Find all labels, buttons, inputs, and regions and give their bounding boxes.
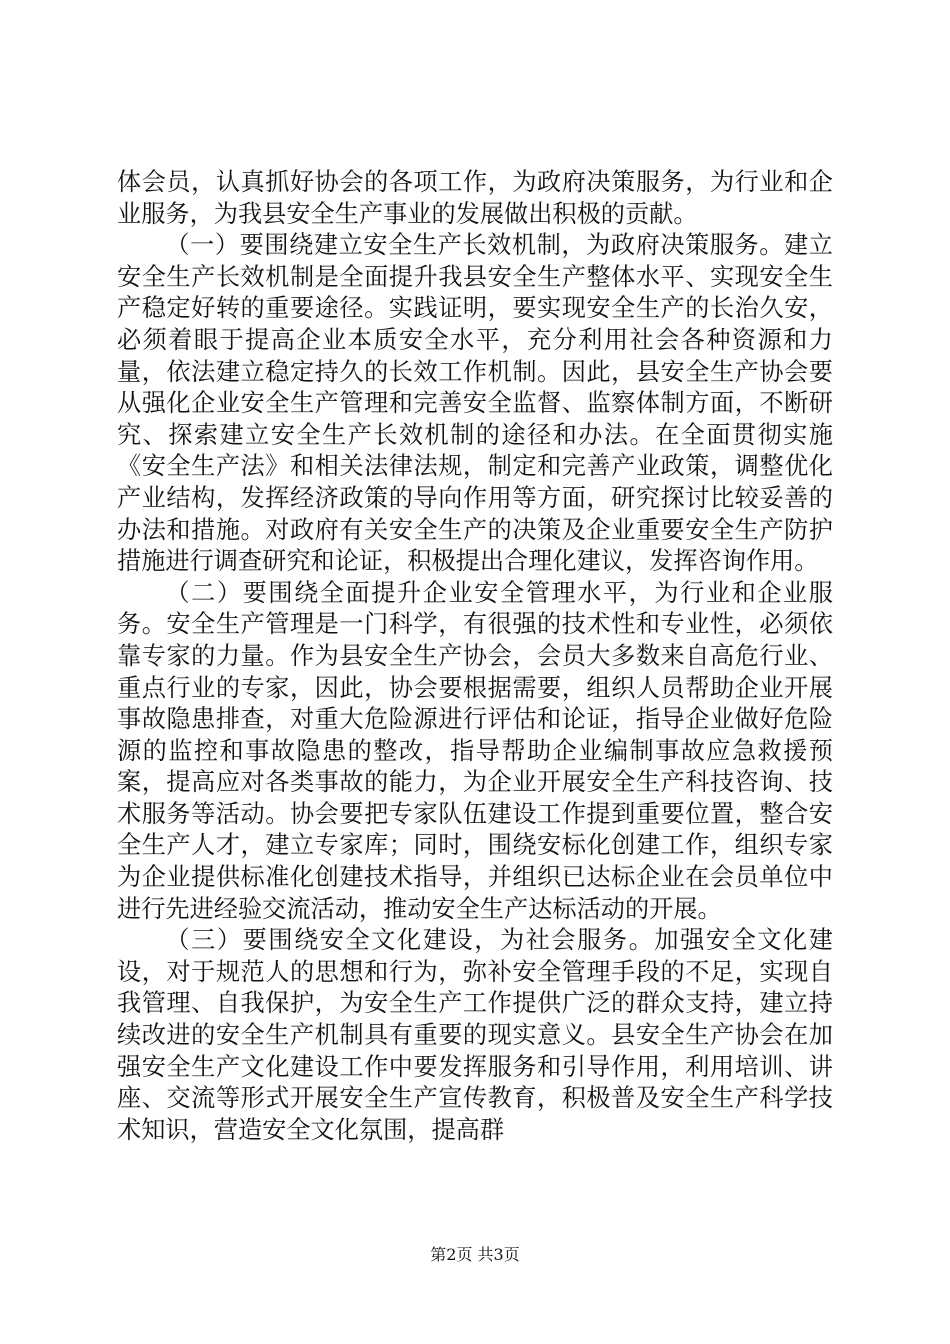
page-number-footer: 第2页 共3页 [430, 1245, 520, 1264]
document-body [117, 167, 833, 1146]
paragraph-section-1: （一）要围绕建立安全生产长效机制，为政府决策服务。建立安全生产长效机制是全面提升我县安全生产整体水平、实现安全生产稳定好转的重要途径。实践证明，要实现安全生产的长治久安，必须着眼于提高企业本质安全水平，充分利用社会各种资源和力量，依法建立稳定持久的长效工作机制。因此，县安全生产协会要从强化企业安全生产管理和完善安全监督、监察体制方面，不断研究、探索建立安全生产长效机制的途径和办法。在全面贯彻实施《安全生产法》和相关法律法规，制定和完善产业政策，调整优化产业结构，发挥经济政策的导向作用等方面，研究探讨比较妥善的办法和措施。对政府有关安全生产的决策及企业重要安全生产防护措施进行调查研究和论证，积极提出合理化建议，发挥咨询作用。 [117, 231, 833, 576]
paragraph-section-3: （三）要围绕安全文化建设，为社会服务。加强安全文化建设，对于规范人的思想和行为，弥补安全管理手段的不足，实现自我管理、自我保护，为安全生产工作提供广泛的群众支持，建立持续改进的安全生产机制具有重要的现实意义。县安全生产协会在加强安全生产文化建设工作中要发挥服务和引导作用，利用培训、讲座、交流等形式开展安全生产宣传教育，积极普及安全生产科学技术知识，营造安全文化氛围，提高群 [117, 926, 833, 1144]
paragraph-section-2: （二）要围绕全面提升企业安全管理水平，为行业和企业服务。安全生产管理是一门科学，有很强的技术性和专业性，必须依靠专家的力量。作为县安全生产协会，会员大多数来自高危行业、重点行业的专家，因此，协会要根据需要，组织人员帮助企业开展事故隐患排查，对重大危险源进行评估和论证，指导企业做好危险源的监控和事故隐患的整改，指导帮助企业编制事故应急救援预案，提高应对各类事故的能力，为企业开展安全生产科技咨询、技术服务等活动。协会要把专家队伍建设工作提到重要位置，整合安全生产人才，建立专家库；同时，围绕安标化创建工作，组织专家为企业提供标准化创建技术指导，并组织已达标企业在会员单位中进行先进经验交流活动，推动安全生产达标活动的开展。 [117, 578, 833, 923]
paragraph-continuation: 体会员，认真抓好协会的各项工作，为政府决策服务，为行业和企业服务，为我县安全生产事业的发展做出积极的贡献。 [117, 168, 833, 228]
